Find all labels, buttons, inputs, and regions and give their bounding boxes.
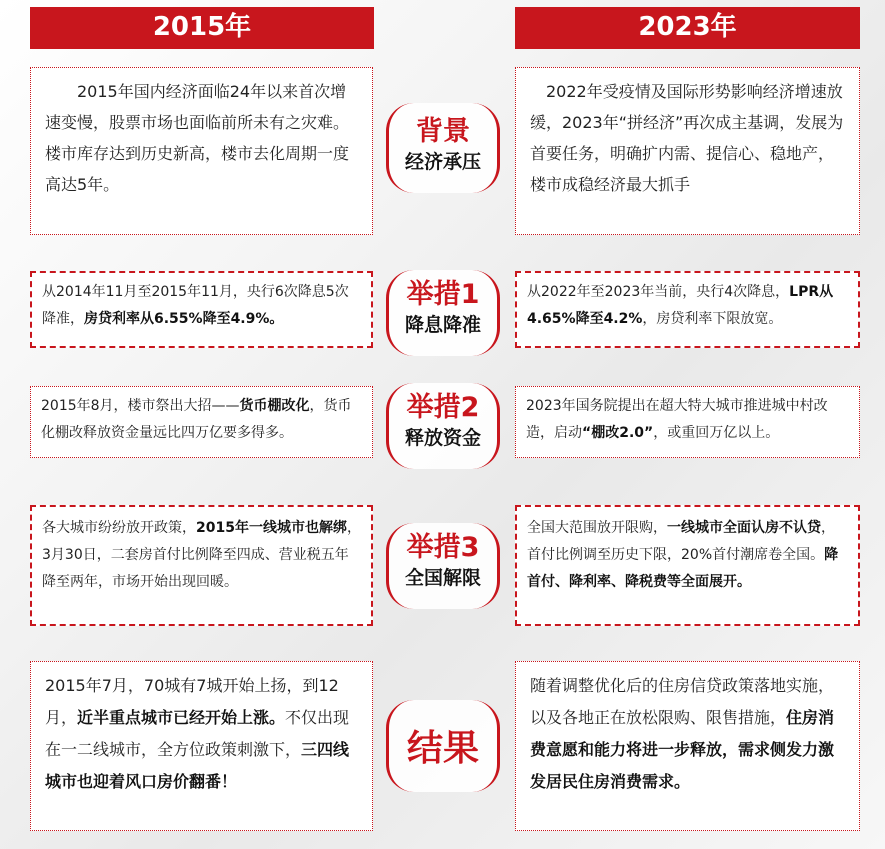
year-header-2015: 2015年 <box>30 7 374 49</box>
background-subtitle: 经济承压 <box>404 151 481 173</box>
background-label <box>386 103 500 193</box>
measure3-2015-text1: 各大城市纷纷放开政策， <box>42 520 196 536</box>
measure3-2023-text1: 全国大范围放开限购， <box>527 520 667 536</box>
result-2015-bold1: 近半重点城市已经开始上涨。 <box>77 708 286 727</box>
measure1-2023-bold: LPR从4.65%降至4.2% <box>527 284 834 327</box>
measure1-2023-box <box>515 271 860 348</box>
result-2015-text2: 不仅出现在一二线城市，全方位政策刺激下， <box>45 708 350 759</box>
result-2023-text1: 随着调整优化后的住房信贷政策落地实施，以及各地正在放松限购、限售措施， <box>530 676 835 727</box>
result-2023-bold: 住房消费意愿和能力将进一步释放，需求侧发力激发居民住房消费需求。 <box>530 708 835 791</box>
background-2015-box <box>30 67 373 235</box>
measure2-subtitle: 释放资金 <box>404 427 481 449</box>
measure2-2023-text2: ，或重回万亿以上。 <box>653 425 780 441</box>
measure1-2015-bold: 房贷利率从6.55%降至4.9%。 <box>84 311 284 327</box>
measure2-2023-text1: 2023年国务院提出在超大特大城市推进城中村改造，启动 <box>526 398 828 441</box>
background-title: 背景 <box>416 116 470 147</box>
measure2-2015-text2: ，货币化棚改释放资金量远比四万亿要多得多。 <box>41 398 352 441</box>
result-2023-box <box>515 661 860 831</box>
measure2-title: 举措2 <box>406 392 480 423</box>
measure1-2023-text2: ，房贷利率下限放宽。 <box>642 311 783 327</box>
result-2015-text1: 2015年7月，70城有7城开始上扬，到12月， <box>45 676 339 727</box>
measure3-2023-box <box>515 505 860 626</box>
measure2-2015-box <box>30 386 373 458</box>
measure3-2023-bold1: 一线城市全面认房不认贷 <box>667 520 821 536</box>
measure3-2015-bold: 2015年一线城市也解绑 <box>196 520 347 536</box>
measure1-2023-text1: 从2022年至2023年当前，央行4次降息， <box>527 284 790 300</box>
year-header-2023: 2023年 <box>515 7 860 49</box>
measure3-2015-box <box>30 505 373 626</box>
measure2-2015-bold: 货币棚改化 <box>239 398 310 414</box>
measure1-label <box>386 270 500 356</box>
measure1-title: 举措1 <box>406 279 480 310</box>
measure3-label <box>386 523 500 609</box>
measure3-2023-bold2: 降首付、降利率、降税费等全面展开。 <box>527 547 839 590</box>
background-2023-box <box>515 67 860 235</box>
measure2-2023-box <box>515 386 860 458</box>
measure2-2023-bold: “棚改2.0” <box>582 425 654 441</box>
result-title: 结果 <box>406 728 479 769</box>
result-label <box>386 700 500 792</box>
measure3-title: 举措3 <box>406 532 480 563</box>
measure2-label <box>386 383 500 469</box>
measure2-2015-text1: 2015年8月，楼市祭出大招—— <box>41 398 240 414</box>
result-2015-bold2: 三四线城市也迎着风口房价翻番！ <box>45 740 350 791</box>
measure3-2015-text2: ，3月30日，二套房首付比例降至四成、营业税五年降至两年，市场开始出现回暖。 <box>42 520 361 590</box>
measure1-subtitle: 降息降准 <box>404 314 481 336</box>
measure1-2015-box <box>30 271 373 348</box>
measure1-2015-text: 从2014年11月至2015年11月，央行6次降息5次降准， <box>42 284 349 327</box>
result-2015-box <box>30 661 373 831</box>
measure3-subtitle: 全国解限 <box>404 567 481 589</box>
measure3-2023-text2: ，首付比例调至历史下限，20%首付潮席卷全国。 <box>527 520 835 563</box>
background-2015-text: 2015年国内经济面临24年以来首次增速变慢，股票市场也面临前所未有之灾难。楼市库存达到历史新高，楼市去化周期一度高达5年。 <box>45 82 350 194</box>
background-2023-text: 2022年受疫情及国际形势影响经济增速放缓，2023年“拼经济”再次成主基调，发展为首要任务，明确扩内需、提信心、稳地产，楼市成稳经济最大抓手 <box>530 82 844 194</box>
